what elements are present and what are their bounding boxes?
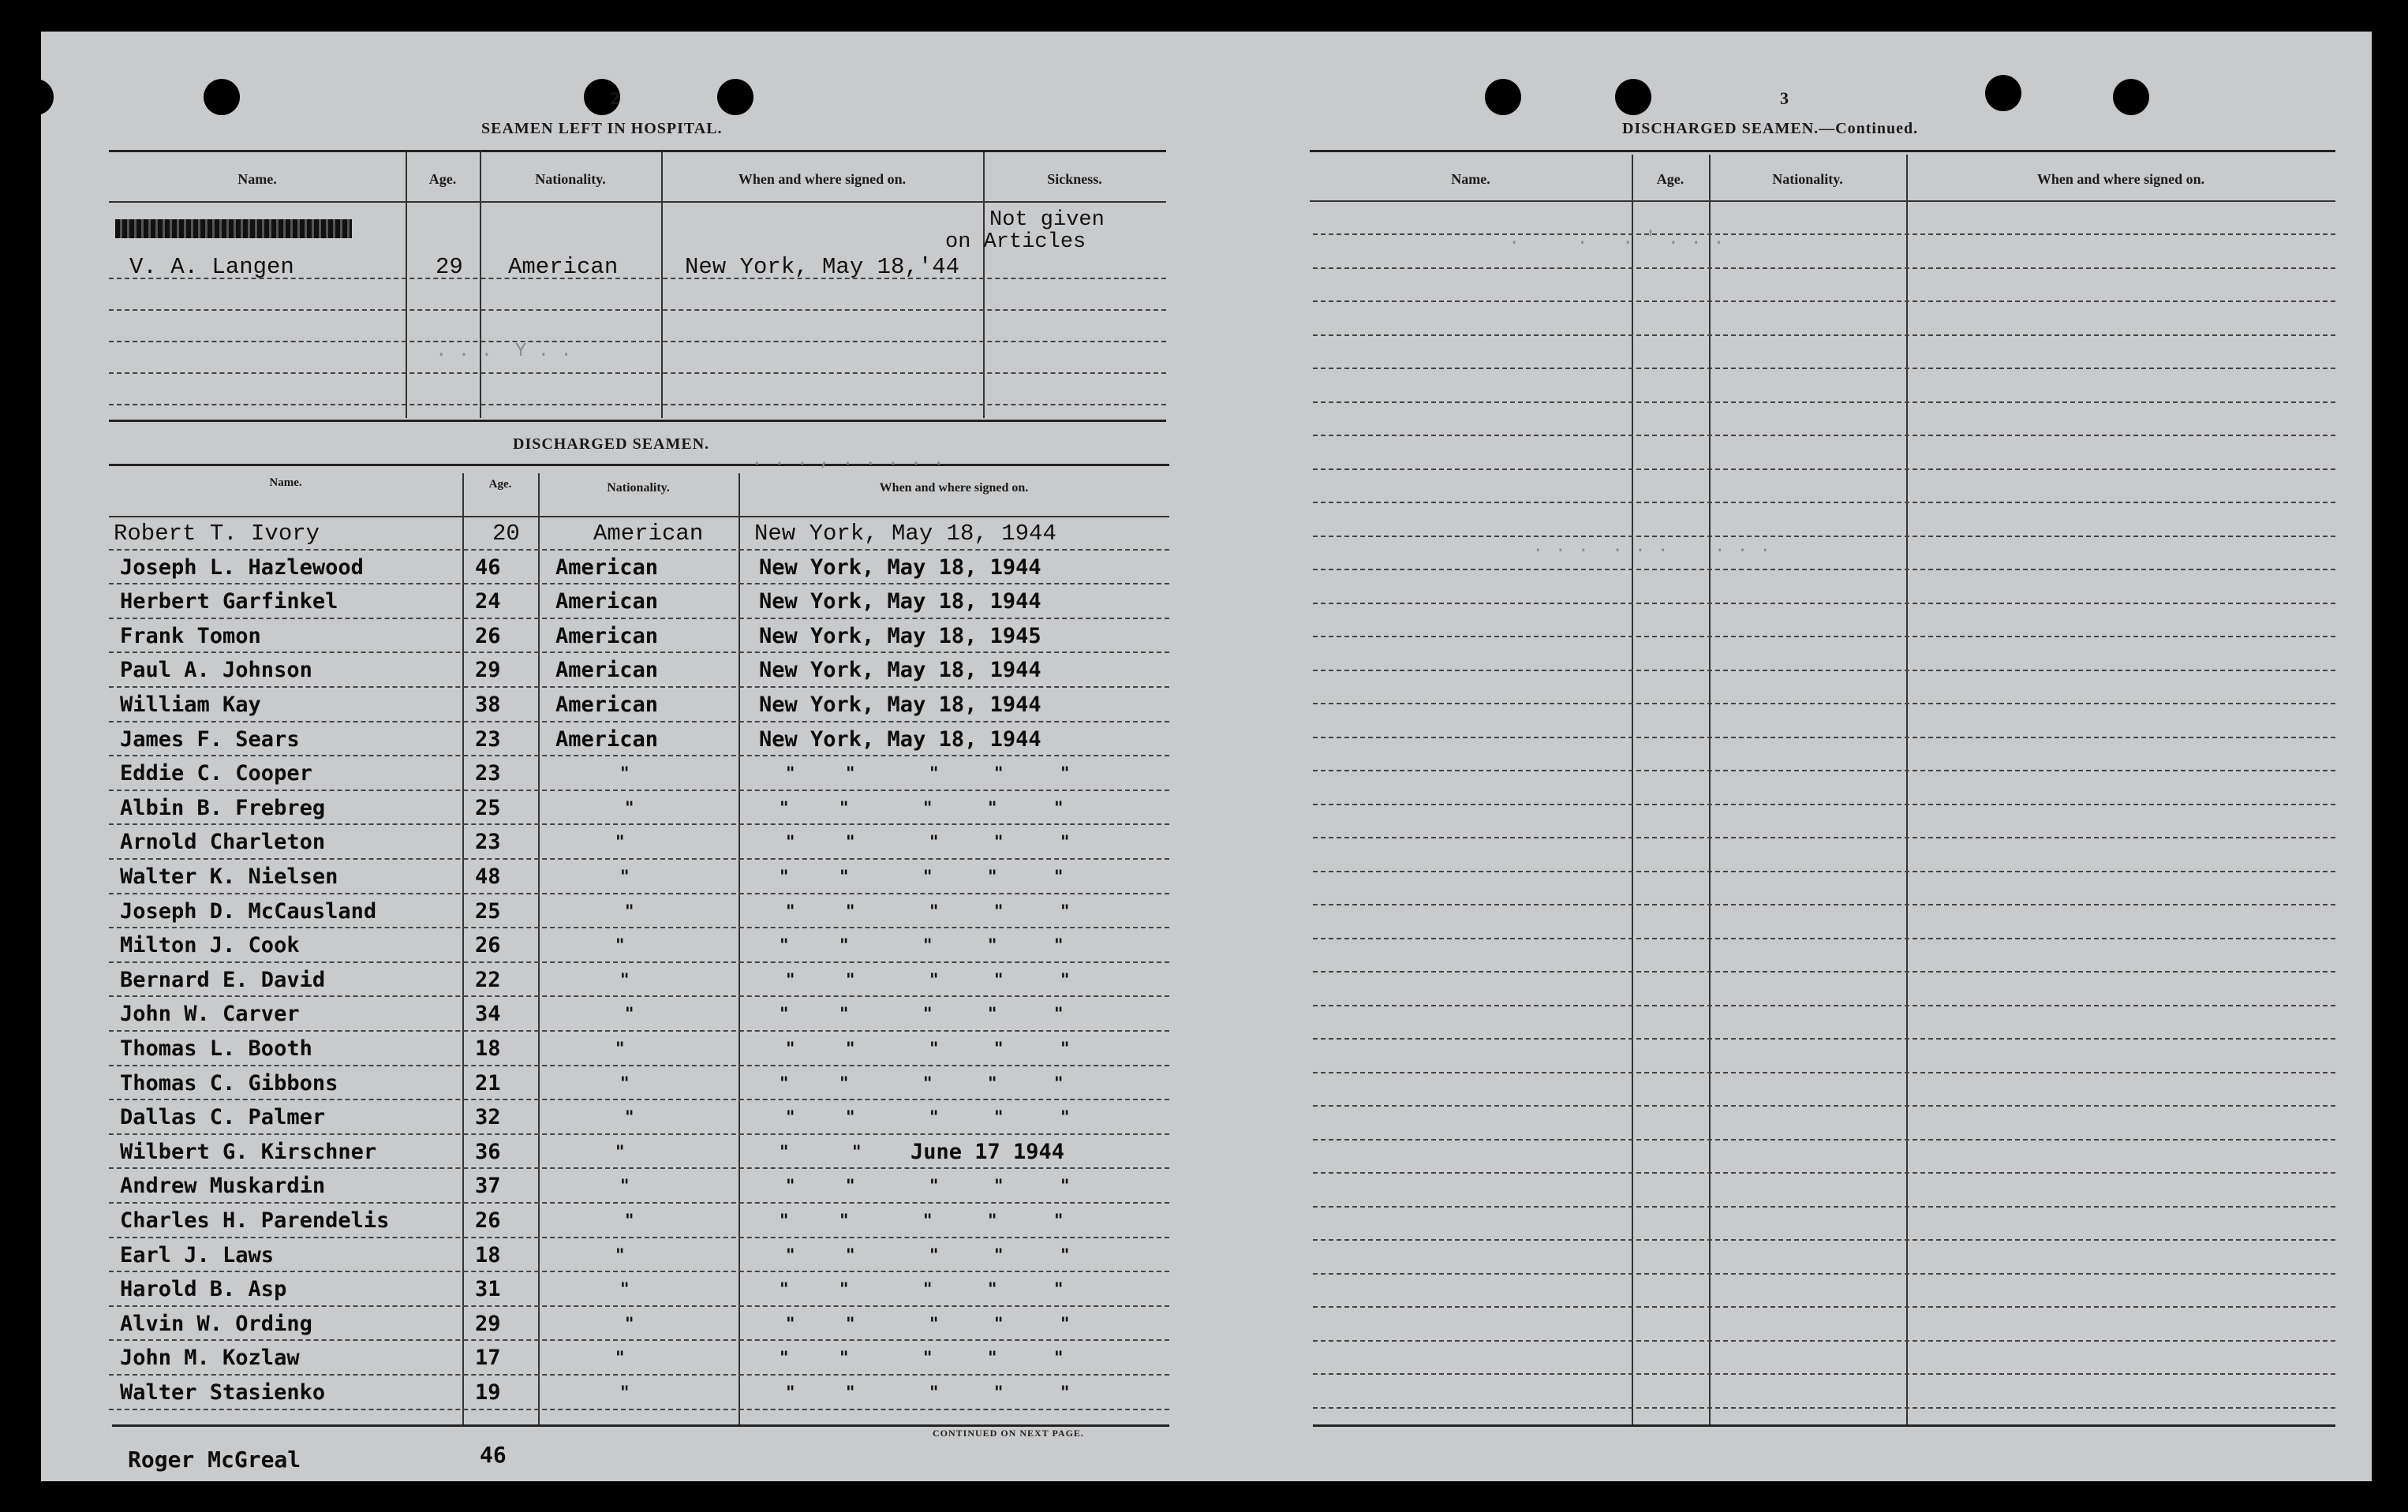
ditto-mark: " [1054, 798, 1064, 819]
seaman-name: Charles H. Parendelis [120, 1208, 390, 1233]
ditto-mark: " [615, 833, 625, 853]
ditto-mark: " [839, 1005, 849, 1025]
ruled-line [1313, 670, 2335, 671]
ditto-mark: " [839, 936, 849, 957]
ditto-mark: " [923, 868, 933, 887]
ditto-mark: " [846, 1108, 855, 1129]
seaman-signed-on: New York, May 18, 1945 [759, 623, 1041, 648]
hospital-sickness-1: Not given [989, 208, 1105, 232]
ruled-line [1313, 737, 2335, 738]
ditto-mark: " [929, 764, 939, 785]
table-bottom-rule [109, 420, 1166, 422]
right-col-header-signed-on: When and where signed on. [2036, 171, 2205, 187]
ditto-mark: " [786, 1314, 795, 1335]
ditto-mark: " [780, 1211, 789, 1231]
ditto-mark: " [615, 936, 625, 957]
ditto-mark: " [615, 1349, 625, 1369]
seaman-name: Robert T. Ivory [114, 521, 320, 547]
page-number: 2 [611, 88, 619, 108]
ditto-mark: " [988, 868, 997, 887]
ruled-line [1313, 1105, 2335, 1107]
discharged-header-nationality: Nationality. [607, 481, 670, 495]
ruled-line [1313, 1072, 2335, 1073]
ditto-mark: " [1060, 1040, 1070, 1059]
ditto-mark: " [923, 1073, 933, 1094]
ditto-mark: " [620, 868, 630, 887]
ditto-mark: " [780, 936, 789, 957]
ditto-mark: " [923, 1349, 933, 1369]
ditto-mark: " [1060, 764, 1070, 785]
ditto-mark: " [923, 1211, 933, 1231]
log-sheet [41, 32, 2372, 1481]
ditto-mark: " [846, 1245, 855, 1266]
ditto-mark: " [923, 1280, 933, 1301]
left-page: 2 SEAMEN LEFT IN HOSPITAL. Name. Age. Nationality. When and where signed on. Sickness. V. A. Langen 29 American New York, May 18,'44 Not given on Articles DISCHARGED SEAMEN. Name. Age. Nationality. When and where signed on. Robert T. Ivory 20 American New York, May 18, 1944 Joseph L. Hazlewood 46 American New York, May 18, 1944 Herbert Garfinkel 24 American New York, May 18, 1944 Frank Tomon 26 American New York, May 18, 1945 Paul A. Johnson 29 American New York, May 18, 1944 William Kay 38 American New York, May 18, 1944 James F. Sears 23 American New York, May 18, 1944 Eddie C. Cooper 23 " " " " " " Albin B. Frebreg 25 " " " " " " Arnold Charleton 23 " " " " " " Walter K. Nielsen 48 " " " " " " Joseph D. McCausland 25 " " " " " " Milton J. Cook 26 " " " " " " Bernard E. David 22 " " " " " " John W. Carver 34 " " " " " " Thomas L. Booth 18 " " " " " " Thomas C. Gibbons 21 " " " " " " Dallas C. Palmer 32 " " " " " " Wilbert G. Kirschner 36 " " " June 17 1944 Andrew Muskardin 37 " " " " " " Charles H. Parendelis 26 " " " " " " Earl J. Laws 18 " " " " " " Harold B. Asp 31 " " " " " " Alvin W. Ording 29 " " " " " " John M. Kozlaw 17 " " " " " " Walter Stasienko 19 " " " " " " CONTINUED ON NEXT PAGE. Roger McGreal 46 . . . Y . . . . . , . . . . . [41, 32, 1169, 1481]
ditto-mark: " [929, 1040, 939, 1059]
ruled-line [1313, 1273, 2335, 1275]
col-header-name: Name. [237, 171, 277, 187]
seaman-name: John M. Kozlaw [120, 1346, 300, 1371]
seaman-name: Joseph L. Hazlewood [120, 554, 364, 580]
ditto-mark: " [929, 1314, 939, 1335]
ditto-mark: " [1054, 1073, 1064, 1094]
ditto-mark: " [929, 902, 939, 922]
ditto-mark: " [780, 1005, 789, 1025]
ditto-mark: " [780, 1073, 789, 1094]
seaman-age: 25 [475, 898, 501, 924]
seaman-signed-on: New York, May 18, 1944 [759, 554, 1041, 580]
ruled-line [1313, 804, 2335, 805]
col-header-sickness: Sickness. [1047, 171, 1102, 187]
seaman-name: Joseph D. McCausland [120, 898, 377, 924]
seaman-nationality: American [555, 693, 659, 717]
seaman-name: William Kay [120, 693, 261, 717]
discharged-top-rule [109, 464, 1169, 466]
ditto-mark: " [994, 1383, 1004, 1403]
ruled-line [1313, 1172, 2335, 1174]
ruled-line [1313, 435, 2335, 436]
ditto-mark: " [1060, 1314, 1070, 1335]
ditto-mark: " [852, 1142, 862, 1163]
ruled-line [1313, 703, 2335, 704]
hospital-name: V. A. Langen [129, 254, 294, 280]
ditto-mark: " [923, 1005, 933, 1025]
ditto-mark: " [1054, 1211, 1064, 1231]
ditto-mark: " [620, 1280, 630, 1301]
ditto-mark: " [1060, 970, 1070, 991]
hospital-section-title: SEAMEN LEFT IN HOSPITAL. [481, 120, 723, 137]
ruled-line [1313, 368, 2335, 369]
ruled-line [1313, 1239, 2335, 1241]
ditto-mark: " [846, 1040, 855, 1059]
ditto-mark: " [786, 764, 795, 785]
ruled-line [1313, 469, 2335, 470]
seaman-age: 48 [475, 864, 501, 889]
seaman-name: Thomas C. Gibbons [120, 1070, 338, 1096]
ditto-mark: " [780, 1280, 789, 1301]
seaman-name: Dallas C. Palmer [120, 1105, 326, 1130]
seaman-name: Herbert Garfinkel [120, 589, 338, 614]
seaman-nationality: American [555, 589, 659, 614]
ditto-mark: " [1060, 1177, 1070, 1197]
seaman-name: Earl J. Laws [120, 1242, 275, 1267]
ruled-line [1313, 837, 2335, 838]
ditto-mark: " [994, 1040, 1004, 1059]
ditto-mark: " [620, 1383, 630, 1403]
ditto-mark: " [846, 902, 855, 922]
ditto-mark: " [786, 970, 795, 991]
seaman-age: 25 [475, 795, 501, 820]
seaman-age: 19 [475, 1380, 501, 1405]
ditto-mark: " [846, 833, 855, 853]
seaman-name: John W. Carver [120, 1002, 300, 1027]
seaman-signed-on: New York, May 18, 1944 [759, 726, 1041, 752]
right-col-header-name: Name. [1451, 171, 1490, 187]
ruled-line [1313, 770, 2335, 771]
seaman-age: 26 [475, 1208, 501, 1233]
ditto-mark: " [994, 1314, 1004, 1335]
seaman-age: 21 [475, 1070, 501, 1096]
ditto-mark: " [620, 764, 630, 785]
ditto-mark: " [786, 902, 795, 922]
ditto-mark: " [839, 1211, 849, 1231]
right-section-title: DISCHARGED SEAMEN.—Continued. [1622, 120, 1919, 137]
ditto-mark: " [625, 1211, 634, 1231]
ditto-mark: " [1060, 833, 1070, 853]
hospital-nationality: American [508, 254, 619, 280]
seaman-name: Bernard E. David [120, 967, 326, 992]
seaman-age: 29 [475, 658, 501, 683]
ruled-line [1313, 1407, 2335, 1409]
punch-hole [2113, 79, 2149, 115]
ditto-mark: " [1060, 1245, 1070, 1266]
extra-seaman-age: 46 [480, 1442, 507, 1468]
ruled-line [1313, 603, 2335, 604]
ruled-line [1313, 536, 2335, 537]
ruled-line [1313, 1038, 2335, 1040]
ditto-mark: " [786, 1383, 795, 1403]
discharged-bottom-rule [112, 1424, 1169, 1427]
ditto-mark: " [994, 764, 1004, 785]
ditto-mark: " [929, 1383, 939, 1403]
redacted-line [115, 219, 352, 238]
seaman-age: 23 [475, 726, 501, 752]
ditto-mark: " [994, 902, 1004, 922]
punch-hole [204, 79, 240, 115]
ditto-mark: " [1054, 936, 1064, 957]
hospital-signed-on: New York, May 18,'44 [685, 254, 960, 280]
ditto-mark: " [620, 1177, 630, 1197]
discharged-header-name: Name. [269, 476, 302, 489]
punch-hole [17, 79, 54, 115]
seaman-signed-on: New York, May 18, 1944 [759, 589, 1041, 614]
seaman-name: Thomas L. Booth [120, 1036, 312, 1061]
ditto-mark: " [994, 1177, 1004, 1197]
seaman-age: 34 [475, 1002, 501, 1027]
seaman-name: Albin B. Frebreg [120, 795, 326, 820]
ruled-line [1313, 233, 2335, 235]
ditto-mark: " [988, 1073, 997, 1094]
ditto-mark: " [846, 764, 855, 785]
ditto-mark: " [846, 970, 855, 991]
ditto-mark: " [988, 798, 997, 819]
table-header-rule [109, 201, 1166, 203]
ditto-mark: " [929, 833, 939, 853]
ditto-mark: " [615, 1040, 625, 1059]
ditto-mark: " [846, 1314, 855, 1335]
col-header-signed-on: When and where signed on. [738, 171, 907, 187]
ditto-mark: " [988, 1211, 997, 1231]
seaman-name: Walter K. Nielsen [120, 864, 338, 889]
seaman-name: Frank Tomon [120, 623, 261, 648]
seaman-name: James F. Sears [120, 726, 300, 752]
ruled-line [1313, 301, 2335, 302]
ditto-mark: " [923, 936, 933, 957]
seaman-name: Paul A. Johnson [120, 658, 312, 683]
seaman-nationality: American [555, 554, 659, 580]
seaman-nationality: American [555, 623, 659, 648]
ditto-mark: " [929, 1245, 939, 1266]
ditto-mark: " [780, 1142, 789, 1163]
discharged-header-signed-on: When and where signed on. [879, 481, 1029, 495]
ruled-line [1313, 938, 2335, 939]
ruled-line [1313, 971, 2335, 973]
ditto-mark: " [786, 1245, 795, 1266]
ruled-line [1313, 1005, 2335, 1006]
ditto-mark: " [994, 1245, 1004, 1266]
ditto-mark: " [839, 868, 849, 887]
ruled-line [1313, 569, 2335, 570]
ditto-mark: " [929, 1177, 939, 1197]
seaman-age: 17 [475, 1346, 501, 1371]
right-col-header-age: Age. [1656, 171, 1684, 187]
ditto-mark: " [625, 902, 634, 922]
ditto-mark: " [1054, 1280, 1064, 1301]
ditto-mark: " [780, 798, 789, 819]
ditto-mark: " [780, 1349, 789, 1369]
seaman-signed-on: June 17 1944 [910, 1139, 1065, 1164]
punch-hole [1485, 79, 1521, 115]
ditto-mark: " [1060, 1108, 1070, 1129]
table-top-rule [109, 150, 1166, 152]
ditto-mark: " [994, 1108, 1004, 1129]
ditto-mark: " [625, 1108, 634, 1129]
seaman-age: 36 [475, 1139, 501, 1164]
ruled-line [1313, 1306, 2335, 1308]
ditto-mark: " [988, 936, 997, 957]
seaman-age: 32 [475, 1105, 501, 1130]
right-col-header-nationality: Nationality. [1772, 171, 1843, 187]
seaman-nationality: American [555, 658, 659, 683]
seaman-signed-on: New York, May 18, 1944 [759, 693, 1041, 717]
ditto-mark: " [780, 868, 789, 887]
ditto-mark: " [615, 1142, 625, 1163]
seaman-nationality: American [555, 726, 659, 752]
seaman-age: 37 [475, 1174, 501, 1199]
ruled-line [1313, 401, 2335, 403]
punch-hole [1615, 79, 1651, 115]
ditto-mark: " [1054, 1349, 1064, 1369]
ditto-mark: " [839, 1073, 849, 1094]
continued-note: CONTINUED ON NEXT PAGE. [933, 1428, 1084, 1439]
ditto-mark: " [786, 1177, 795, 1197]
seaman-age: 31 [475, 1277, 501, 1302]
ruled-line [1313, 1340, 2335, 1342]
ruled-line [1313, 1139, 2335, 1141]
hospital-age: 29 [436, 254, 463, 280]
ditto-mark: " [929, 970, 939, 991]
seaman-age: 18 [475, 1242, 501, 1267]
ditto-mark: " [786, 833, 795, 853]
discharged-section-title: DISCHARGED SEAMEN. [513, 435, 710, 453]
col-header-age: Age. [428, 171, 457, 187]
seaman-age: 29 [475, 1311, 501, 1336]
col-header-nationality: Nationality. [535, 171, 606, 187]
punch-hole [1985, 75, 2021, 111]
seaman-name: Alvin W. Ording [120, 1311, 312, 1336]
seaman-name: Milton J. Cook [120, 933, 300, 958]
ruled-line [1313, 502, 2335, 503]
seaman-name: Arnold Charleton [120, 830, 326, 855]
seaman-name: Andrew Muskardin [120, 1174, 326, 1199]
ditto-mark: " [625, 1314, 634, 1335]
ruled-line [1313, 334, 2335, 336]
seaman-name: Walter Stasienko [120, 1380, 326, 1405]
right-page: 3 DISCHARGED SEAMEN.—Continued. Name. Age. Nationality. When and where signed on. . . . ' . . . . . . . . . . . . [1272, 32, 2372, 1481]
ditto-mark: " [786, 1040, 795, 1059]
ditto-mark: " [625, 798, 634, 819]
ditto-mark: " [839, 1280, 849, 1301]
ditto-mark: " [839, 1349, 849, 1369]
ditto-mark: " [1060, 902, 1070, 922]
seaman-name: Wilbert G. Kirschner [120, 1139, 377, 1164]
ditto-mark: " [929, 1108, 939, 1129]
ditto-mark: " [988, 1349, 997, 1369]
ditto-mark: " [988, 1005, 997, 1025]
ditto-mark: " [988, 1280, 997, 1301]
ditto-mark: " [1060, 1383, 1070, 1403]
seaman-name: Eddie C. Cooper [120, 761, 312, 786]
seaman-nationality: American [593, 521, 704, 547]
ditto-mark: " [625, 1005, 634, 1025]
ruled-line [1313, 636, 2335, 637]
ditto-mark: " [994, 970, 1004, 991]
seaman-age: 20 [492, 521, 520, 547]
ruled-line [1313, 1373, 2335, 1375]
ditto-mark: " [923, 798, 933, 819]
ruled-line [1313, 267, 2335, 269]
hospital-sickness-2: on Articles [945, 230, 1086, 254]
seaman-signed-on: New York, May 18, 1944 [754, 521, 1056, 547]
page-number-right: 3 [1780, 88, 1789, 108]
extra-seaman-name: Roger McGreal [128, 1447, 301, 1473]
ditto-mark: " [786, 1108, 795, 1129]
seaman-age: 23 [475, 761, 501, 786]
seaman-age: 18 [475, 1036, 501, 1061]
ruled-line [1313, 871, 2335, 872]
seaman-age: 23 [475, 830, 501, 855]
ditto-mark: " [615, 1245, 625, 1266]
seaman-age: 46 [475, 554, 501, 580]
ditto-mark: " [846, 1177, 855, 1197]
discharged-header-age: Age. [488, 478, 512, 491]
seaman-age: 26 [475, 933, 501, 958]
seaman-age: 24 [475, 589, 501, 614]
ditto-mark: " [846, 1383, 855, 1403]
seaman-signed-on: New York, May 18, 1944 [759, 658, 1041, 683]
ditto-mark: " [839, 798, 849, 819]
ditto-mark: " [1054, 868, 1064, 887]
ruled-line [1313, 1206, 2335, 1208]
ditto-mark: " [1054, 1005, 1064, 1025]
seaman-age: 22 [475, 967, 501, 992]
seaman-age: 26 [475, 623, 501, 648]
ditto-mark: " [620, 1073, 630, 1094]
ruled-line [1313, 904, 2335, 905]
ditto-mark: " [620, 970, 630, 991]
punch-hole [717, 79, 753, 115]
seaman-age: 38 [475, 693, 501, 717]
seaman-name: Harold B. Asp [120, 1277, 287, 1302]
ditto-mark: " [994, 833, 1004, 853]
